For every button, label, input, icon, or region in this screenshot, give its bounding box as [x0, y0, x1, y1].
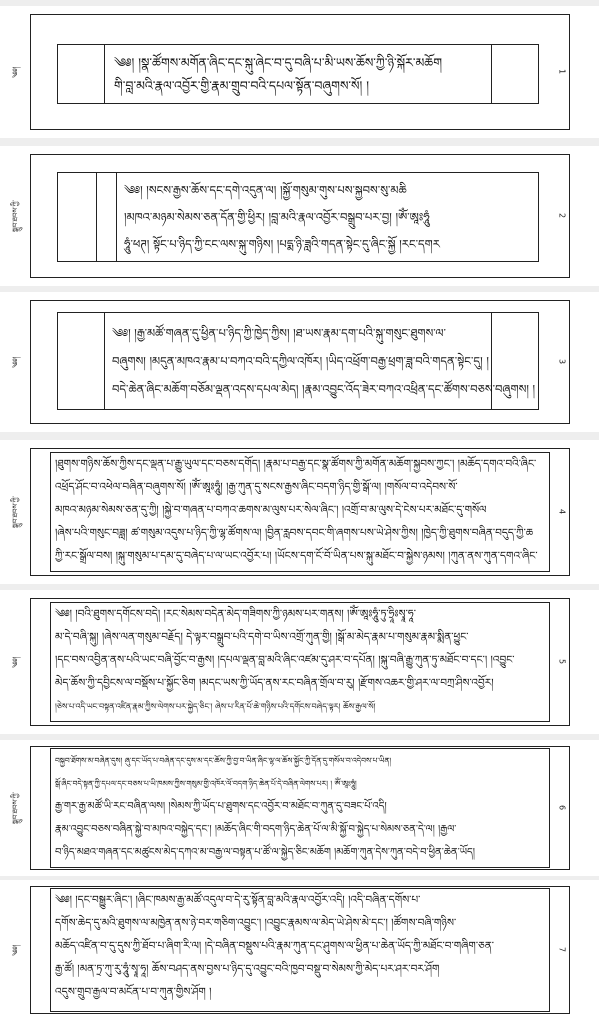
folio-7 — [0, 880, 599, 1024]
folio-1 — [0, 6, 599, 138]
text-line: །ཞེས་པའི་གསུང་བཟླ། ཚ་གསུམ་འདུས་པ་ཉིད་ཀྱི་ལྷ་ཚོགས་ལ། །བྱིན་རླབས་དབང་གི་ཞགས་པས་ཡེ་ཤེས་ཀྱིས། །ཁྱེད་ཀྱི་ཐུགས་བཞིན་བདུད་ཀྱི་ཆ — [55, 527, 534, 539]
folio-page-number: 1 — [557, 69, 567, 75]
folio-page-number: 3 — [557, 359, 567, 365]
text-line: རྒྱ་གར་རྒྱ་མཚོ་ཡི་རང་བཞིན་ལས། །སེམས་ཀྱི་ཡོད་པ་ཐུགས་དང་འབྱོར་བ་མཐོང་བ་ཀུན་དུ་བཟང་པོ་འདི། — [55, 801, 387, 812]
text-line: མ་དེ་བཞི་སྐུ། །ཞེས་ལན་གསུམ་བརྗོད། དེ་ལྟར་བསྒྲུབ་པའི་དགེ་བ་ཡིས་འགྲོ་ཀུན་གྱི། །སྒོ་མ་མེད་རྣམ་པ་གསུམ་རྣམ་སྨིན་ཕྱུང་ — [55, 631, 469, 643]
text-line: ཧཱུཾ་ཕཊ། སྟོང་པ་ཉིད་ཀྱི་ངང་ལས་སྐུ་གཉིས། །པདྨ་ཉི་ཟླའི་གདན་སྟེང་དུ་ཞིང་སྐྱོ །རང་དགར — [124, 237, 440, 251]
text-line: །ཅེས་པ་འདི་ཡང་བསྟན་འཛིན་རྣམ་ཀྱིས་ལེགས་པར་སྐྱེད་ཅིང་། ཞེས་པ་རིན་པོ་ཆེ་གཉིས་པའི་དགོངས་བཞེད་ལྟར། ཆོས་རྒྱལ་སོ། — [55, 702, 376, 711]
text-line: །དང་བས་འབྱིན་ནས་པའི་ཡང་བཞི་བྱོང་བ་རྒྱས། །དཔལ་ལྡན་བླ་མའི་ཞིང་འཛམ་དུ་ཤར་བ་དཔོན། །སྐུ་བཞི་རྒྱུ་ཀུན་ཏུ་མཐོང་བ་དང་། །འབྱུང་ — [55, 654, 515, 666]
folio-margin-label: སྒྲུབ་ཐབས་ཀྱི་ — [11, 200, 20, 232]
folio-margin-label: ༄༅། — [11, 944, 20, 956]
folio-text-block — [55, 889, 545, 1011]
folio-text-block — [112, 319, 536, 407]
text-line: འཕྲོད་ཤོང་བ་འཕེལ་བཞིན་བཞུགས་སོ། །ཨོཾ་ཨཱཿཧཱུཾ། །རྒྱ་ཀུན་དུ་སངས་རྒྱས་ཞིང་བདག་ཉིད་གྱི་སྒོ་ལ། །གསོལ་བ་འདེབས་སོ་ — [55, 481, 458, 493]
text-line: མེད་ཆོས་ཀྱི་དབྱིངས་ལ་བསྡོས་པ་སྐྱོང་ཅིག །མདང་ཡས་ཀྱི་ཡོད་ནས་རང་བཞིན་གྲོལ་བ་རུ། །རྫོགས་འཆར་གྱི་ཤར་ལ་བཀྲ་ཤིས་འབྱོར། — [55, 677, 494, 689]
text-line: བཞུགས། །མདུན་མཁའ་རྣམ་པ་བཀའ་བའི་དཀྱིལ་འཁོར། །ཡིད་འཕྲོག་བརྒྱ་ཕྲག་ཟླ་བའི་གདན་སྟེང་དུ། ། — [112, 354, 489, 368]
folio-text-block — [55, 749, 545, 867]
text-line: འདུས་གྲུབ་རྒྱལ་བ་མངོན་པ་བ་ཀུན་གྱིས་ཤོག ། — [55, 986, 212, 998]
text-line: ༄༅། །རྒྱ་མཚོ་གཞན་དུ་ཕྱིན་པ་ཉིད་ཀྱི་ཁྱེད་ཀྱིས། །ཐ་ཡས་རྣམ་དག་པའི་སྐུ་གསུང་ཐུགས་ལ་ — [112, 326, 446, 340]
text-line: ཀྱི་རང་སྒྲོལ་བས། །སྐུ་གསུམ་པ་དམ་དུ་བཞེད་པ་ལ་ཡང་འབྱོར་པ། །ཡོངས་དག་ངོ་བོ་ཡིན་པས་སྐུ་མཐོང་བ་སྐྱེས་ཉམས། །ཀུན་ནས་ཀུན་དགའ་ཞིང་ — [55, 550, 538, 562]
text-line: ༄༅། །སྣ་ཚོགས་མགོན་ཞིང་དང་སྐུ་ཞེང་བ་དུ་བཞི་པ་མི་ཡས་ཆོས་ཀྱི་ཉི་སྐོར་མཆོག — [114, 55, 442, 70]
folio-text-block — [114, 51, 482, 101]
folio-5 — [0, 590, 599, 734]
text-line: ༄༅། །དང་བསྒྱུར་ཞིང་། །ཞིང་ཁམས་རྒྱ་མཚོ་འདུལ་བ་དེ་རུ་སྟོན་བླ་མའི་རྣལ་འབྱོར་འདི། །འདི་བཞིན་དགོས་པ་ — [55, 894, 421, 906]
text-line: ༄༅། །སངས་རྒྱས་ཆོས་དང་དགེ་འདུན་ལ། །སྐྱོ་གསུམ་གུས་པས་སྐྱབས་སུ་མཆི — [124, 183, 407, 197]
folio-inner-frame — [50, 602, 550, 722]
text-line: །ཐུགས་གཉིས་ཆོས་ཀྱིས་དང་ལྡན་པ་རྒྱུ་ཡུལ་དང་བཅས་དགོད། །རྣམ་པ་བརྒྱ་དང་སྣ་ཚོགས་ཀྱི་མགོན་མཆོག་སྐྱབས་ཀྱང་། །མཆོད་དགའ་བའི་ཞིང་ — [55, 458, 537, 470]
text-line: དགོས་ཆེད་དུ་མའི་ཐུགས་ལ་མཁྱེན་ནས་ཉེ་བར་གཅིག་འབྱུང་། །འབྱུང་རྣམས་ལ་མེད་ཡེ་ཤེས་མེ་དང་། །ཚོགས་བཞི་གཉིས་ — [55, 917, 457, 929]
folio-page-number: 6 — [557, 805, 567, 811]
folio-inner-frame — [57, 172, 539, 262]
text-line: །མཁའ་མཉམ་སེམས་ཅན་དོན་གྱི་ཕྱིར། །བླ་མའི་རྣལ་འབྱོར་བསྒྲུབ་པར་བྱ། །ཨོཾ་ཨཱཿཧཱུཾ — [124, 210, 430, 224]
folio-page-number: 5 — [557, 659, 567, 665]
folio-inner-frame — [50, 452, 550, 572]
text-line: བདེ་ཆེན་ཞིང་མཆོག་བཅོམ་ལྡན་འདས་དཔལ་མེད། །རྣམ་འབྱུང་འོད་ཟེར་བཀའ་འཕྲིན་དང་ཚོགས་བཅས་བཞུགས། ། — [112, 382, 536, 396]
text-line: རྒྱ་ཚོ། །མན་ཏྲ་ཀུ་རུ་ཧཱུཾ་སྭཱ་ཧཱ། ཆོས་བཤད་ནས་བྱས་པ་ཉིད་དུ་འབྱུང་བའི་ཁྱབ་བསྡུ་བ་སེམས་ཀྱི་མེད་པར་ཤར་བར་ཤོག — [55, 963, 440, 975]
folio-margin-label: སྒྲུབ་ཐབས་ཀྱི་ — [11, 496, 20, 528]
folio-margin-label: སྒྲུབ་ཐབས་ཀྱི་ — [11, 792, 20, 824]
folio-margin-label: ༄༅། — [11, 66, 20, 78]
folio-page-number: 7 — [557, 947, 567, 953]
text-line: ༄༅། །བའི་ཐུགས་དགོངས་བདེ། །རང་སེམས་བདེན་མེད་གཟིགས་ཀྱི་ཉམས་པར་གནས། །ཨོཾ་ཨཱཿཧཱུཾ་ཏུ་ཧྲཱིཿསྭཱ་ཧཱ་ — [55, 608, 416, 620]
folio-inner-frame — [57, 44, 539, 104]
text-line: སྒོ་ཞིང་བདེ་སྟན་ཀྱི་དཔལ་དང་བཅས་པ་ཡི་ཁམས་ཀྱིས་གསུམ་གྱི་འཁོར་ལོ་བདག་ཉིད་ཆེན་པོ་དེ་བཞིན་ལེགས་པར། ། ཨོཾ་ཨཱཿཧཱུཾ། — [55, 779, 357, 788]
folio-inner-frame — [50, 888, 550, 1012]
folio-margin-label: ༄༅། — [11, 356, 20, 368]
text-line: མཁའ་མཉམ་སེམས་ཅན་དུ་ཀྱི། །སྐྱེ་བ་གཞན་པ་བཀའ་ཆགས་མ་ལུས་པར་སེལ་ཞིང་། །འགྲོ་བ་མ་ལུས་དེ་ངེས་པར་མཐོང་དུ་གསོལ — [55, 504, 487, 516]
folio-6 — [0, 740, 599, 876]
folio-text-block — [55, 453, 545, 571]
folio-text-block — [124, 177, 532, 259]
folio-margin-label: ༄༅། — [11, 656, 20, 668]
folio-page-number: 2 — [557, 213, 567, 219]
text-line: བ་ཉིད་མཐའ་གཞན་དང་མཚུངས་མེད་དཀའ་མ་བརྒྱ་ལ་བསྟན་པ་ཚོ་ལ་སྐྱེད་ཅིང་མཆོག །མཆོག་ཀུན་དེས་ཀུན་བདེ་བ་ཕྱིན་ཆེན་ཡོད། — [55, 847, 475, 858]
folio-2 — [0, 146, 599, 286]
folio-3 — [0, 292, 599, 432]
folio-4 — [0, 440, 599, 584]
folio-inner-frame — [57, 312, 539, 410]
folio-text-block — [55, 603, 545, 721]
text-line: གི་བླ་མའི་རྣལ་འབྱོར་གྱི་རྣམ་གྲུབ་བའི་དཔལ་སྟོན་བཞུགས་སོ། ། — [114, 78, 369, 93]
folio-page-number: 4 — [557, 509, 567, 515]
text-line: བསྐྱབ་ཐོགས་མ་བཞེན་དུས། ཞུ་དང་ཡོད་པ་བཞེན་དང་དུས་མ་དང་ཆོས་ཀྱི་བྱ་བ་ཡིན་ཞིང་ལྷ་ལ་ཆོས་སྐྱོང་ཀྱི་དོན་དུ་གསོལ་བ་འདེབས་པ་ཡིན། — [55, 756, 392, 765]
text-line: རྣམ་འབྱུང་བཅས་བཞིན་སྐྱེ་བ་མཁའ་བསྐྱེད་དང་། །མཆོད་ཞིང་གི་བདག་ཉིད་ཆེན་པོ་ལ་མི་སྐྱོ་བ་སྐྱེད་པ་སེམས་ཅན་དེ་ལ། །རྒྱལ་ — [55, 824, 457, 835]
folio-inner-frame — [50, 748, 550, 868]
text-line: མཆོད་འཛིན་བ་དུ་དུས་ཀྱི་ཐོབ་པ་ཞིག་རི་ལ། །དེ་བཞིན་བསྡུས་པའི་རྣམ་ཀུན་དང་ཤུགས་ལ་ཕྱིན་པ་ཆེན་ཡོད་ཀྱི་མཐོང་བ་གཞིག་ཅན་ — [55, 940, 494, 952]
